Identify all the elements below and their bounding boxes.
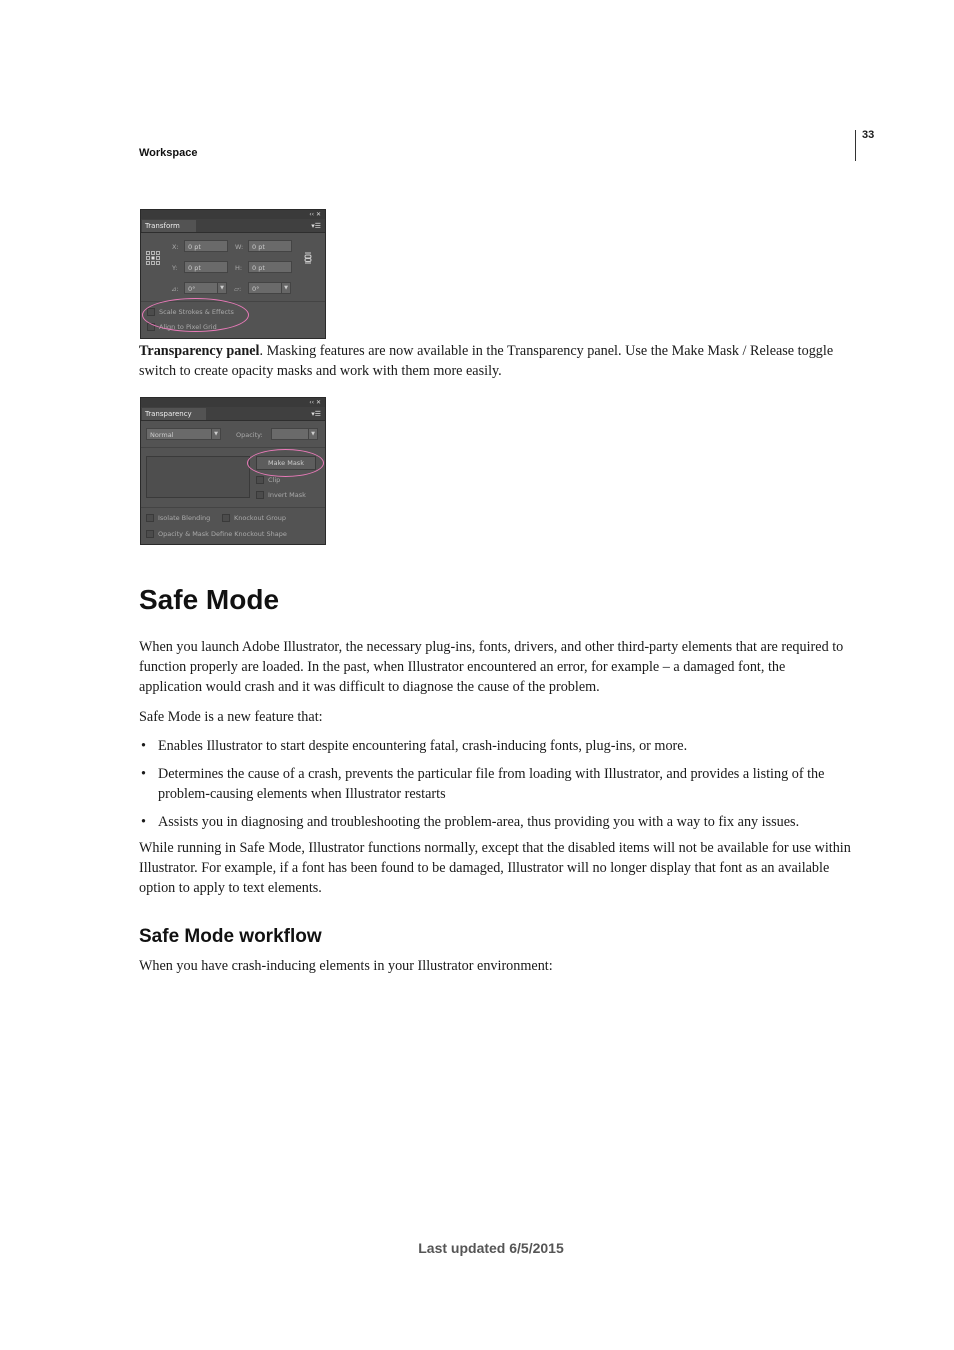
opacity-label: Opacity: — [236, 431, 263, 439]
panel-menu-icon[interactable]: ▾☰ — [311, 222, 321, 230]
rotate-label: ⊿: — [171, 285, 179, 293]
blend-mode-dropdown-icon[interactable]: ▼ — [211, 428, 221, 440]
list-item: • Assists you in diagnosing and troubleshooting the problem-area, thus providing you with a way to fix any issues. — [141, 814, 800, 830]
opacity-mask-knockout-label: Opacity & Mask Define Knockout Shape — [158, 530, 287, 538]
transparency-panel-screenshot — [140, 397, 326, 545]
constrain-proportions-icon[interactable] — [301, 250, 315, 264]
opacity-mask-knockout-checkbox[interactable] — [146, 530, 154, 538]
section-heading: Safe Mode — [139, 584, 280, 615]
isolate-blending-checkbox[interactable] — [146, 514, 154, 522]
panel-menu-icon[interactable]: ▾☰ — [311, 410, 321, 418]
rotate-field[interactable]: 0° — [184, 282, 218, 294]
invert-mask-label: Invert Mask — [268, 491, 306, 499]
opacity-field[interactable] — [271, 428, 309, 440]
clip-checkbox[interactable] — [256, 476, 264, 484]
intro-paragraph: When you launch Adobe Illustrator, the necessary plug-ins, fonts, drivers, and other third-party elements that are required to function properly are loaded. In the past, when Illustrator encountered an error, for example – a damaged font, the application would crash and it was difficult to diagnose the cause of the problem. — [139, 639, 844, 695]
transform-panel-screenshot — [140, 209, 326, 339]
header-rule — [855, 130, 856, 161]
lead-paragraph: Safe Mode is a new feature that: — [139, 709, 323, 725]
blend-mode-select[interactable]: Normal — [146, 428, 212, 440]
shear-label: ▱: — [234, 285, 242, 293]
isolate-blending-label: Isolate Blending — [158, 514, 211, 522]
clip-label: Clip — [268, 476, 281, 484]
align-pixel-grid-label: Align to Pixel Grid — [159, 323, 217, 331]
subsection-heading: Safe Mode workflow — [139, 926, 322, 947]
panel-tab-row — [141, 407, 325, 421]
y-field[interactable]: 0 pt — [184, 261, 228, 273]
opacity-dropdown-icon[interactable]: ▼ — [308, 428, 318, 440]
tab-transform[interactable]: Transform — [142, 220, 196, 232]
y-label: Y: — [172, 264, 178, 272]
shear-field[interactable]: 0° — [248, 282, 282, 294]
list-item: • Determines the cause of a crash, prevents the particular file from loading with Illustrator, and provides a listing of the problem-causing elements when Illustrator restarts — [141, 766, 825, 802]
highlight-circle — [247, 449, 324, 477]
w-label: W: — [235, 243, 244, 251]
h-field[interactable]: 0 pt — [248, 261, 292, 273]
w-field[interactable]: 0 pt — [248, 240, 292, 252]
workflow-paragraph: When you have crash-inducing elements in your Illustrator environment: — [139, 958, 553, 974]
make-mask-button[interactable]: Make Mask — [256, 456, 316, 470]
transparency-caption — [139, 341, 851, 381]
knockout-group-label: Knockout Group — [234, 514, 286, 522]
panel-collapse-bar[interactable]: ‹‹ ✕ — [141, 398, 325, 407]
list-item: • Enables Illustrator to start despite encountering fatal, crash-inducing fonts, plug-ins, or more. — [141, 738, 688, 754]
divider — [141, 447, 325, 448]
footer-updated: Last updated 6/5/2015 — [418, 1240, 564, 1256]
page-number: 33 — [862, 129, 875, 141]
h-label: H: — [235, 264, 243, 272]
scale-strokes-label: Scale Strokes & Effects — [159, 308, 234, 316]
panel-tab-row — [141, 219, 325, 233]
running-paragraph: While running in Safe Mode, Illustrator functions normally, except that the disabled items will not be available for use within Illustrator. For example, if a font has been found to be damaged, Illustrator will no longer display that font as an available option to apply to text elements. — [139, 840, 851, 896]
shear-dropdown-icon[interactable]: ▼ — [281, 282, 291, 294]
feature-list — [139, 736, 851, 840]
x-label: X: — [172, 243, 179, 251]
reference-point-icon[interactable] — [146, 250, 160, 264]
panel-collapse-bar[interactable]: ‹‹ ✕ — [141, 210, 325, 219]
x-field[interactable]: 0 pt — [184, 240, 228, 252]
highlight-circle — [142, 298, 249, 332]
running-header: Workspace — [139, 147, 198, 159]
knockout-group-checkbox[interactable] — [222, 514, 230, 522]
caption-text: . Masking features are now available in the Transparency panel. Use the Make Mask / Release toggle switch to create opacity masks and work with them more easily. — [139, 343, 834, 379]
rotate-dropdown-icon[interactable]: ▼ — [217, 282, 227, 294]
mask-thumbnail — [146, 456, 250, 498]
invert-mask-checkbox[interactable] — [256, 491, 264, 499]
divider — [141, 507, 325, 508]
caption-term: Transparency panel — [139, 343, 260, 359]
tab-transparency[interactable]: Transparency — [142, 408, 206, 420]
